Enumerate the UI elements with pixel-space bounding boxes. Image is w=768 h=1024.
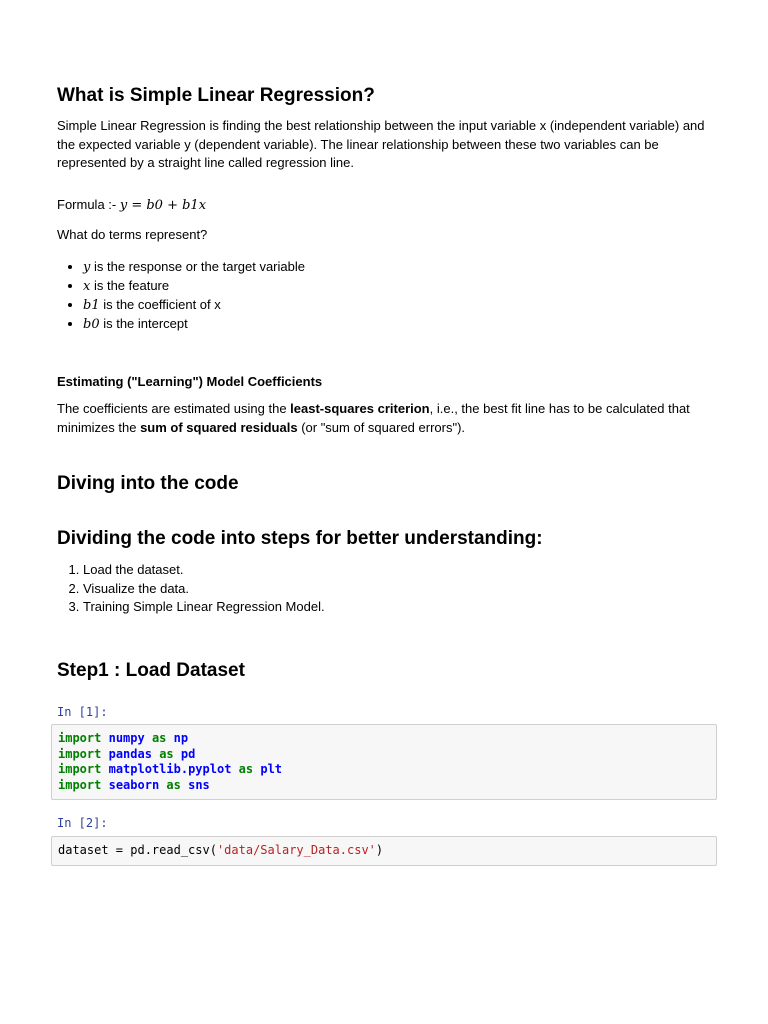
term-symbol: y [83,260,91,275]
coefficients-paragraph [57,400,717,437]
cell-prompt: In [2]: [57,816,108,830]
section-title-step1-load-dataset: Step1 : Load Dataset [57,660,245,681]
code-keyword: import [58,777,102,792]
coef-text-3: (or "sum of squared errors"). [297,419,466,435]
section-title-dividing-steps: Dividing the code into steps for better understanding: [57,528,543,549]
code-keyword: as [151,731,167,745]
coef-bold-least-squares: least-squares criterion [290,401,430,416]
code-module: pandas [108,746,152,761]
code-text: ) [375,843,384,857]
section-title-diving-into-code: Diving into the code [57,473,239,494]
code-line [58,762,282,776]
code-module: matplotlib.pyplot [108,762,232,776]
formula-label: Formula :- [57,197,120,212]
list-item [83,258,305,277]
term-text: is the response or the target variable [90,259,305,274]
code-string: 'data/Salary_Data.csv' [216,843,376,857]
code-cell-read-csv[interactable] [51,836,717,866]
term-symbol: b1 [83,298,100,313]
code-text: dataset = pd.read_csv( [58,843,217,857]
code-line [58,747,195,761]
formula-line [57,196,206,216]
intro-paragraph: Simple Linear Regression is finding the best relationship between the input variable x (independent variable) and the expected variable y (dependent variable). The linear relationship between these two variables can be represented by a straight line called regression line. [57,118,705,170]
term-text: is the feature [90,278,170,293]
steps-list [57,561,325,617]
terms-question: What do terms represent? [57,227,208,242]
code-keyword: import [58,746,102,761]
list-item [83,315,305,334]
code-keyword: import [58,731,102,745]
term-symbol: x [83,279,91,294]
code-cell-imports[interactable] [51,724,717,800]
code-alias: sns [188,777,210,792]
terms-list [57,258,305,334]
list-item [83,296,305,315]
code-module: seaborn [108,777,160,792]
coef-text-2: , i.e., the best fit line has to be calculated that minimizes the [57,401,690,435]
code-keyword: as [166,777,181,792]
code-alias: pd [180,746,196,761]
code-alias: np [173,731,189,745]
term-text: is the intercept [99,316,188,331]
code-line [58,731,188,745]
section-title-simple-linear-regression: What is Simple Linear Regression? [57,85,375,106]
list-item: 2. Visualize the data. [83,580,325,599]
code-alias: plt [260,762,283,776]
list-item: 3. Training Simple Linear Regression Model. [83,598,325,617]
code-line [58,778,210,792]
formula-math: y = b0 + b1x [119,198,207,213]
coef-text-1: The coefficients are estimated using the [57,401,291,416]
code-keyword: import [58,762,102,776]
code-module: numpy [108,731,145,745]
list-item [83,277,305,296]
list-item: 1. Load the dataset. [83,561,325,580]
term-text: is the coefficient of x [99,297,221,312]
code-keyword: as [159,746,174,761]
section-title-estimating-coefficients: Estimating ("Learning") Model Coefficients [57,374,323,389]
cell-prompt: In [1]: [57,705,108,719]
coef-bold-sum-squared-residuals: sum of squared residuals [140,419,298,435]
term-symbol: b0 [83,317,100,332]
code-keyword: as [238,762,254,776]
